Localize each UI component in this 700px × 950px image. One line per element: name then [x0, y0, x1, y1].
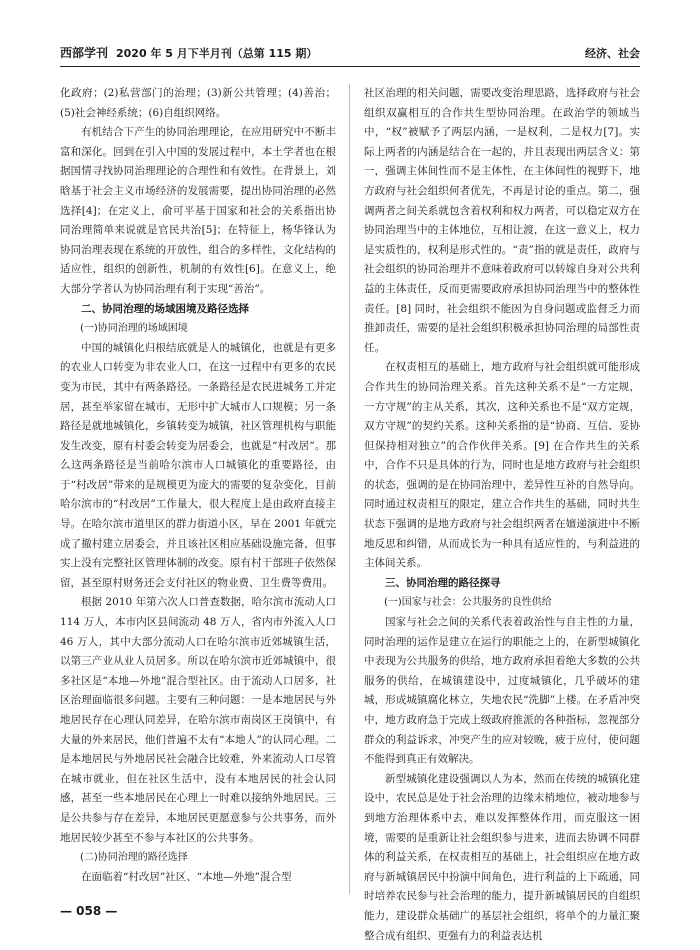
subsection-heading: (一)协同治理的场域困境 [80, 323, 188, 335]
column-divider [349, 84, 350, 894]
paragraph: 新型城镇化建设强调以人为本，然而在传统的城镇化建设中，农民总是处于社会治理的边缘末梢地位，被动地参与到地方治理体系中去，难以发挥整体作用，而克服这一困境，需要的是重新让社会组织参与进来，进而去协调不同群体的利益关系，在权责相互的基础上，社会组织应在地方政府与新城镇居民中扮演中间角色，进行利益的上下疏通，同时培养农民参与社会治理的能力，提升新城镇居民的自组织能力，建设群众基础广的基层社会组织，将单个的力量汇聚整合成有组织、更强有力的利益表达机 [364, 772, 640, 942]
section-heading: 三、协同治理的路径探寻 [385, 576, 501, 589]
subsection-heading: (一)国家与社会：公共服务的良性供给 [384, 597, 552, 609]
paragraph: 有机结合下产生的协同治理理论，在应用研究中不断丰富和深化。回到在引入中国的发展过程中，本土学者也在根据国情寻找协同治理理论的合理性和有效性。在背景上，刘晗基于社会主义市场经济的发展需要，提出协同治理的必然选择[4]；在定义上，俞可平基于国家和社会的关系指出协同治理简单来说就是官民共治[5]；在特征上，杨华锋认为协同治理表现在系统的开放性，组合的多样性，文化结构的适应性，组织的创新性，机制的有效性[6]。在意义上，绝大部分学者认为协同治理有利于实现“善治”。 [60, 126, 336, 295]
subsection-heading: (二)协同治理的路径选择 [80, 852, 188, 864]
right-column [364, 84, 640, 946]
left-column [60, 84, 336, 887]
section-name: 经济、社会 [585, 47, 640, 60]
issue-info: 2020 年 5 月下半月刊（总第 115 期） [116, 47, 318, 60]
paragraph: 中国的城镇化归根结底就是人的城镇化，也就是有更多的农业人口转变为非农业人口，在这一过程中有更多的农民变为市民，其中有两条路径。一条路径是农民进城务工并定居，甚至举家留在城市，无形中扩大城市人口规模；另一条路径是就地城镇化，乡镇转变为城镇，社区管理机构与职能发生改变，原有村委会转变为居委会，也就是“村改居”。那么这两条路径是当前哈尔滨市人口城镇化的重要路径，由于“村改居”带来的是规模更为庞大的需要的复杂变化，目前哈尔滨市的“村改居”工作量大，很大程度上是由政府直接主导。在哈尔滨市道里区的群力街道小区，早在 2001 年就完成了撤村建立居委会，并且该社区相应基础设施完备，但事实上没有完整社区管理体制的改变。原有村干部班子依然保留，甚至原村财务还会支付社区的物业费、卫生费等费用。 [60, 341, 336, 589]
paragraph: 根据 2010 年第六次人口普查数据，哈尔滨市流动人口 114 万人，本市内区县间流动 48 万人，省内市外流入人口 46 万人，其中大部分流动人口在哈尔滨市近郊城镇生活，以第三产业从业人员居多。所以在哈尔滨市近郊城镇中，很多社区是“本地—外地”混合型社区。由于流动人口居多，社区治理面临很多问题。主要有三种问题：一是本地居民与外地居民存在心理认同差异，在哈尔滨市南岗区王岗镇中，有大量的外来居民，他们普遍不太有“本地人”的认同心理。二是本地居民与外地居民社会融合比较难，外来流动人口尽管在城市就业，但在社区生活中，没有本地居民的社会认同感，甚至一些本地居民在心理上一时难以接纳外地居民。三是公共参与存在差异，本地居民更愿意参与公共事务，而外地居民较少甚至不参与本社区的公共事务。 [60, 596, 336, 844]
paragraph: 国家与社会之间的关系代表着政治性与自主性的力量，同时治理的运作是建立在运行的职能之上的，在新型城镇化中表现为公共服务的供给，地方政府承担着绝大多数的公共服务的供给，在城镇建设中，过度城镇化，几乎破坏的建城，形成城镇腐化林立，失地农民“洗脚”上楼。在矛盾冲突中，地方政府急于完成上级政府推派的各种指标，忽视部分群众的利益诉求，冲突产生的应对较晚，疲于应付，使问题不能得到真正有效解决。 [364, 616, 640, 766]
section-heading: 二、协同治理的场域困境及路径选择 [81, 302, 249, 315]
page-header [60, 40, 640, 67]
paragraph: 在面临着“村改居”社区、“本地—外地”混合型 [81, 870, 292, 883]
paragraph: 社区治理的相关问题，需要改变治理思路，选择政府与社会组织双赢相互的合作共生型协同治理。在政治学的领域当中，“权”被赋予了两层内涵，一是权利，二是权力[7]。实际上两者的内涵是结合在一起的，并且表现出两层含义：第一，强调主体间性而不是主体性，在主体间性的视野下，地方政府与社会组织何者优先，不再是讨论的重点。第二，强调两者之间关系就包含着权利和权力两者，可以稳定双方在协同治理当中的主体地位，互相让渡，在这一意义上，权力是实质性的，权利是形式性的。“责”指的就是责任，政府与社会组织的协同治理并不意味着政府可以转嫁自身对公共利益的主体责任，反而更需要政府承担协同治理当中的整体性责任。[8] 同时，社会组织不能因为自身问题或监督乏力而推卸责任，需要的是社会组织积极承担协同治理的局部性责任。 [364, 87, 640, 354]
journal-name: 西部学刊 [60, 46, 109, 60]
paragraph: 在权责相互的基础上，地方政府与社会组织就可能形成合作共生的协同治理关系。首先这种关系不是“一方定规，一方守规”的主从关系，其次，这种关系也不是“双方定规，双方守规”的契约关系。这种关系指的是“协商、互信、妥协但保持相对独立”的合作伙伴关系。[9] 在合作共生的关系中，合作不只是具体的行为，同时也是地方政府与社会组织的状态，强调的是在协同治理中，差异性互补的自然导向。同时通过权责相互的限定，建立合作共生的基础，同时共生状态下强调的是地方政府与社会组织两者在嬗递演进中不断地反思和纠错，从而成长为一种具有适应性的，与利益进的主体间关系。 [364, 361, 640, 570]
paragraph: 化政府；(2)私营部门的治理；(3)新公共管理；(4)善治；(5)社会神经系统；(6)自组织网络。 [60, 87, 336, 119]
page-number: — 058 — [60, 904, 118, 918]
